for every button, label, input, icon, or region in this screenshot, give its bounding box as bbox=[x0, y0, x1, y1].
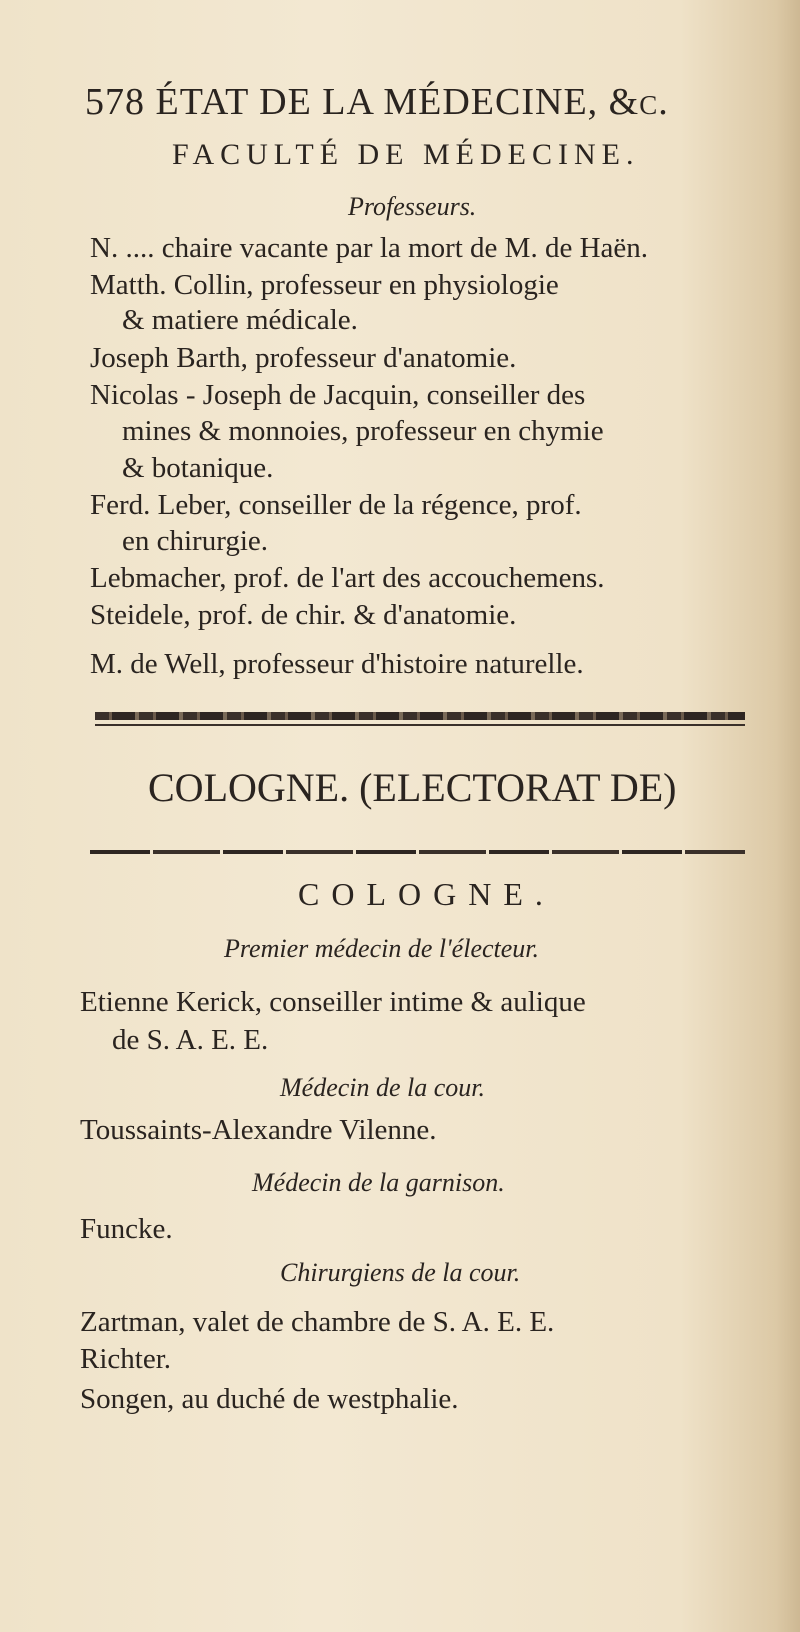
group-line: Richter. bbox=[80, 1343, 172, 1375]
cologne-city-heading: COLOGNE. bbox=[298, 876, 555, 912]
faculty-entry: Joseph Barth, professeur d'anatomie. bbox=[90, 342, 517, 374]
group-line: Zartman, valet de chambre de S. A. E. E. bbox=[80, 1306, 555, 1338]
rule-underline bbox=[95, 724, 745, 726]
faculty-entry: Steidele, prof. de chir. & d'anatomie. bbox=[90, 599, 517, 631]
faculty-entry: M. de Well, professeur d'histoire naturelle. bbox=[90, 648, 584, 680]
faculty-subtitle: Professeurs. bbox=[348, 192, 477, 221]
running-title: ÉTAT DE LA MÉDECINE, &c. bbox=[155, 81, 669, 123]
faculty-entry: Nicolas - Joseph de Jacquin, conseiller des bbox=[90, 379, 586, 411]
cologne-section-title: COLOGNE. (ELECTORAT DE) bbox=[148, 765, 677, 810]
section-divider bbox=[90, 850, 745, 854]
running-header bbox=[85, 80, 669, 124]
faculty-entry: en chirurgie. bbox=[122, 525, 269, 557]
group-heading: Chirurgiens de la cour. bbox=[280, 1258, 521, 1287]
faculty-entry: Ferd. Leber, conseiller de la régence, prof. bbox=[90, 489, 582, 521]
faculty-entry: Matth. Collin, professeur en physiologie bbox=[90, 269, 559, 301]
group-heading: Médecin de la garnison. bbox=[252, 1168, 505, 1197]
faculty-title: FACULTÉ DE MÉDECINE. bbox=[172, 138, 640, 171]
faculty-entry: mines & monnoies, professeur en chymie bbox=[122, 415, 604, 447]
faculty-entry: & matiere médicale. bbox=[122, 304, 358, 336]
group-line: de S. A. E. E. bbox=[112, 1024, 269, 1056]
group-line: Songen, au duché de westphalie. bbox=[80, 1383, 459, 1415]
page-number: 578 bbox=[85, 81, 145, 123]
group-heading: Médecin de la cour. bbox=[280, 1073, 486, 1102]
faculty-entry: N. .... chaire vacante par la mort de M. de Haën. bbox=[90, 232, 649, 264]
faculty-entry: & botanique. bbox=[122, 452, 274, 484]
group-line: Etienne Kerick, conseiller intime & aulique bbox=[80, 986, 586, 1018]
ornamental-rule bbox=[95, 712, 745, 720]
group-line: Funcke. bbox=[80, 1213, 173, 1245]
faculty-entry: Lebmacher, prof. de l'art des accouchemens. bbox=[90, 562, 605, 594]
group-heading: Premier médecin de l'électeur. bbox=[224, 934, 540, 963]
group-line: Toussaints-Alexandre Vilenne. bbox=[80, 1114, 437, 1146]
